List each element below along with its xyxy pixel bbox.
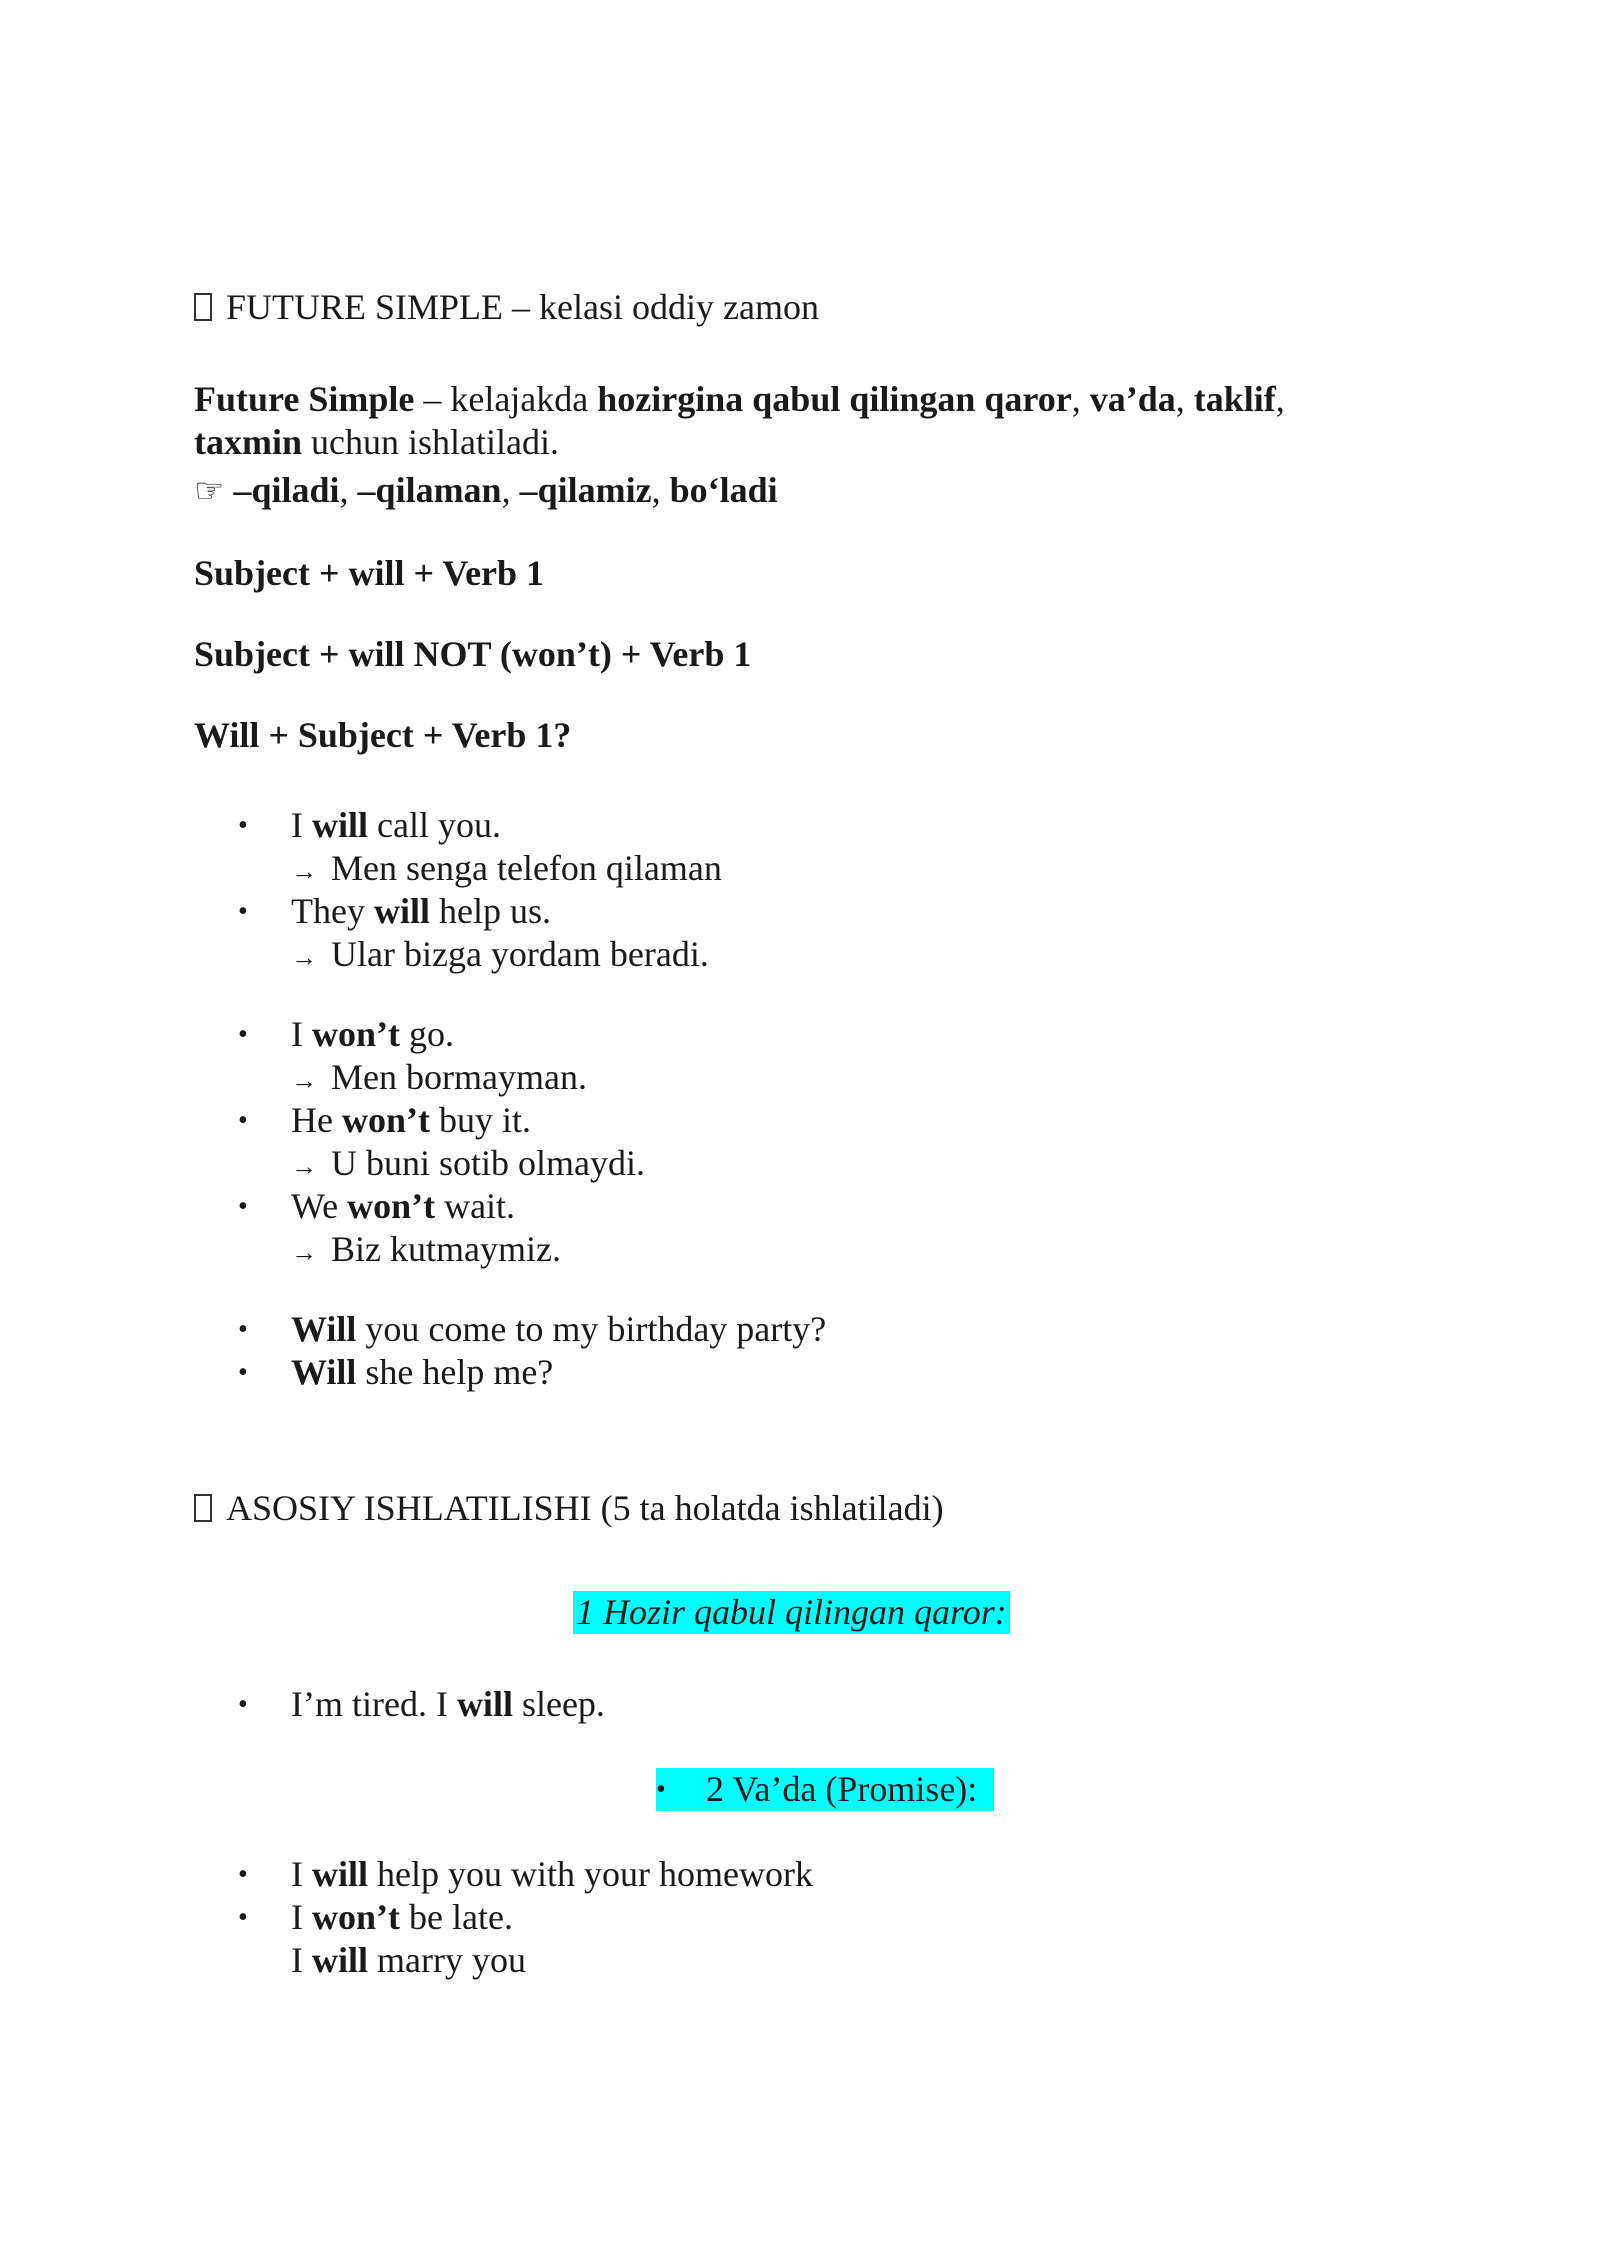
example-text: I <box>291 1014 312 1054</box>
formula-affirmative <box>194 552 544 595</box>
comma: , <box>1175 379 1194 419</box>
box-glyph-icon <box>194 1494 212 1522</box>
bullet: • <box>238 1859 248 1890</box>
suffix-qilamiz: –qilamiz <box>519 470 652 510</box>
suffix-boladi: bo‘ladi <box>669 470 778 510</box>
example-text: They <box>291 891 374 931</box>
example-text: sleep. <box>512 1684 605 1724</box>
translation-line <box>291 1228 561 1274</box>
arrow-icon: → <box>291 1152 317 1181</box>
suffix-line <box>194 469 778 513</box>
example-text: she help me? <box>356 1352 554 1392</box>
list-item <box>291 1308 826 1351</box>
bullet: • <box>238 1105 248 1136</box>
translation-text: Ular bizga yordam beradi. <box>331 934 709 974</box>
use-decision: hozirgina qabul qilingan qaror <box>597 379 1072 419</box>
example-text: He <box>291 1100 342 1140</box>
comma: , <box>501 470 520 510</box>
translation-line <box>291 1142 645 1188</box>
bullet: • <box>238 1902 248 1933</box>
pointing-hand-icon: ☞ <box>194 471 225 511</box>
example-text: go. <box>400 1014 454 1054</box>
translation-text: Men bormayman. <box>331 1057 587 1097</box>
usage-title-decision: 1 Hozir qabul qilingan qaror: <box>573 1591 1010 1634</box>
translation-line <box>291 933 709 979</box>
example-text: be late. <box>400 1897 513 1937</box>
list-item <box>291 1013 454 1056</box>
translation-text: Men senga telefon qilaman <box>331 848 722 888</box>
example-text: I <box>291 1940 312 1980</box>
comma: , <box>1275 379 1285 419</box>
keyword: Will <box>291 1309 357 1349</box>
translation-line <box>291 1056 587 1102</box>
intro-line-1 <box>194 378 1285 421</box>
use-offer: taklif <box>1193 379 1276 419</box>
formula-text: Will + Subject + Verb 1? <box>194 715 572 755</box>
keyword: won’t <box>312 1897 400 1937</box>
translation-text: U buni sotib olmaydi. <box>331 1143 645 1183</box>
intro-line-2 <box>194 421 559 464</box>
arrow-icon: → <box>291 943 317 972</box>
arrow-icon: → <box>291 1066 317 1095</box>
bullet: • <box>238 1689 248 1720</box>
list-item <box>291 804 501 847</box>
example-text: I <box>291 1854 312 1894</box>
arrow-icon: → <box>291 1238 317 1267</box>
suffix-qilaman: –qilaman <box>357 470 502 510</box>
example-text: I <box>291 805 312 845</box>
keyword: won’t <box>347 1186 436 1226</box>
bullet: • <box>238 810 248 841</box>
bullet: • <box>238 1191 248 1222</box>
keyword: will <box>373 891 430 931</box>
intro-text: – kelajakda <box>414 379 598 419</box>
keyword: will <box>312 1940 369 1980</box>
bullet: • <box>238 896 248 927</box>
use-prediction: taxmin <box>194 422 302 462</box>
example-text: I <box>291 1897 312 1937</box>
heading-text: ASOSIY ISHLATILISHI (5 ta holatda ishlatiladi) <box>226 1488 944 1528</box>
comma: , <box>339 470 358 510</box>
example-text: I’m tired. I <box>291 1684 457 1724</box>
list-item <box>291 1896 513 1939</box>
bullet: • <box>238 1019 248 1050</box>
example-text: marry you <box>368 1940 526 1980</box>
keyword: will <box>312 1854 369 1894</box>
translation-line <box>291 847 722 893</box>
heading-text: FUTURE SIMPLE – kelasi oddiy zamon <box>226 287 819 327</box>
suffix-qiladi: –qiladi <box>233 470 340 510</box>
formula-text: Subject + will + Verb 1 <box>194 553 545 593</box>
keyword: Will <box>291 1352 357 1392</box>
example-text: call you. <box>368 805 501 845</box>
example-text: help us. <box>429 891 551 931</box>
comma: , <box>1071 379 1090 419</box>
example-text: wait. <box>435 1186 516 1226</box>
formula-question <box>194 714 571 757</box>
box-glyph-icon <box>194 293 212 321</box>
example-text: We <box>291 1186 348 1226</box>
keyword: won’t <box>312 1014 400 1054</box>
list-item <box>291 1683 605 1726</box>
bullet: • <box>238 1357 248 1388</box>
example-text: help you with your homework <box>368 1854 813 1894</box>
keyword: will <box>456 1684 513 1724</box>
bullet: • <box>656 1774 666 1805</box>
list-item <box>291 1853 813 1896</box>
list-item <box>291 890 551 933</box>
formula-text: Subject + will NOT (won’t) + Verb 1 <box>194 634 752 674</box>
translation-text: Biz kutmaymiz. <box>331 1229 561 1269</box>
list-item <box>291 1351 553 1394</box>
keyword: will <box>312 805 369 845</box>
use-promise: va’da <box>1089 379 1176 419</box>
arrow-icon: → <box>291 857 317 886</box>
intro-rest: uchun ishlatiladi. <box>302 422 559 462</box>
list-item <box>291 1185 515 1228</box>
list-item-continuation <box>291 1939 526 1982</box>
usage-title-promise: 2 Va’da (Promise): <box>706 1769 978 1809</box>
usage-title-promise-highlight <box>656 1768 994 1811</box>
keyword: won’t <box>341 1100 430 1140</box>
list-item <box>291 1099 531 1142</box>
example-text: buy it. <box>429 1100 531 1140</box>
example-text: you come to my birthday party? <box>356 1309 827 1349</box>
section-heading-main-uses <box>194 1487 944 1530</box>
section-heading-future-simple <box>194 286 819 329</box>
bullet: • <box>238 1314 248 1345</box>
formula-negative <box>194 633 751 676</box>
comma: , <box>651 470 670 510</box>
term-future-simple: Future Simple <box>194 379 415 419</box>
